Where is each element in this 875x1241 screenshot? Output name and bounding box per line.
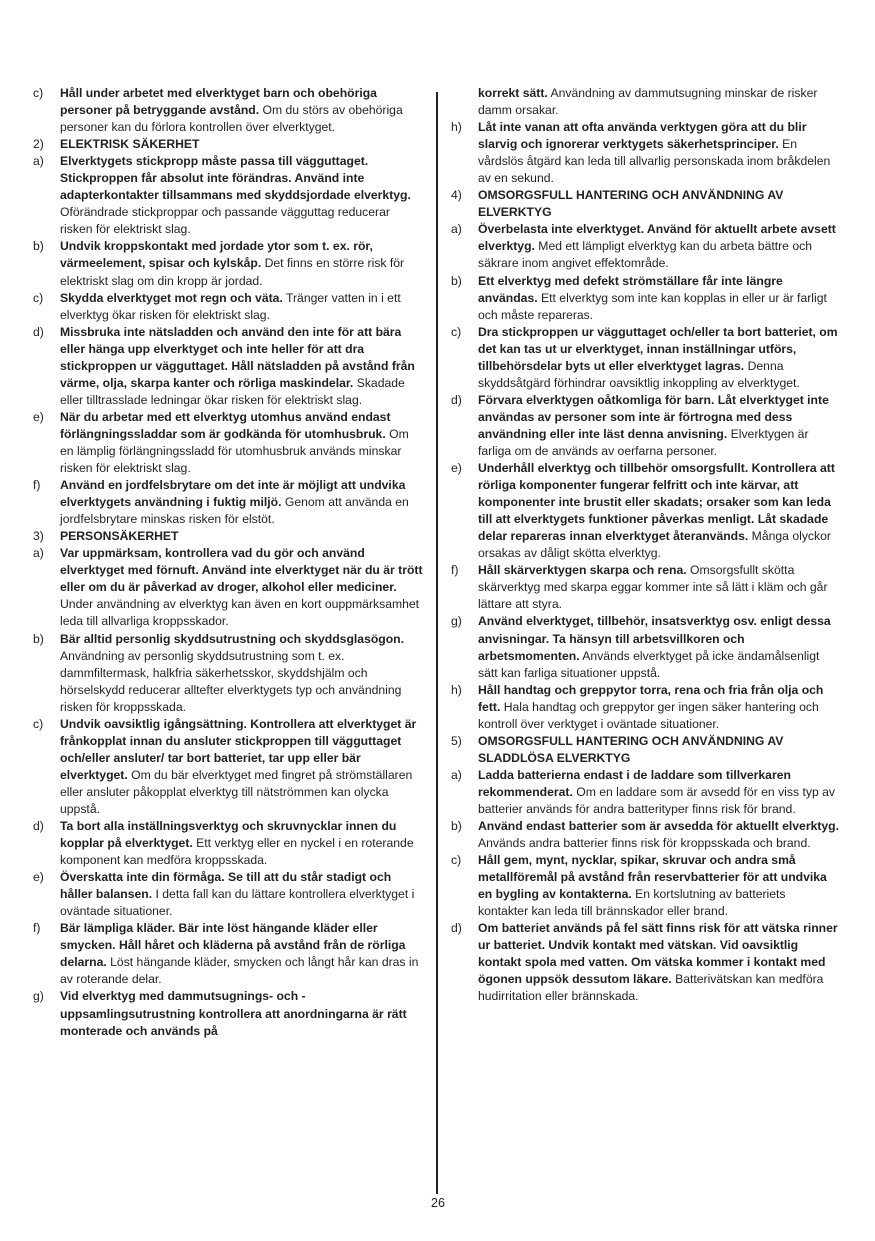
- item-bold-text: Undvik oavsiktlig igångsättning. Kontrollera att elverktyget är frånkopplat innan du ansluter stickproppen till vägguttaget och/eller ansluter/ tar bort batteriet, tar upp eller bär elverktyget.: [60, 716, 417, 782]
- item-marker: d): [451, 392, 462, 407]
- item-text: Tränger vatten in i ett elverktyg ökar risken för elektriskt slag.: [60, 290, 401, 322]
- heading-text: PERSONSÄKERHET: [60, 529, 179, 544]
- heading-text: ELEKTRISK SÄKERHET: [60, 137, 200, 152]
- item-text: Löst hängande kläder, smycken och långt hår kan dras in av roterande delar.: [60, 955, 419, 987]
- item-marker: d): [33, 324, 44, 339]
- item-marker: d): [33, 819, 44, 834]
- item-bold-text: Håll gem, mynt, nycklar, spikar, skruvar och andra små metallföremål på avstånd från reservbatterier för att undvika en bygling av kontakterna.: [478, 853, 827, 902]
- item-text: Användning av personlig skyddsutrustning som t. ex. dammfiltermask, halkfria säkerhetsskor, skyddshjälm och hörselskydd reducerar alltefter elverktygets typ och användning risken för kroppsskada.: [60, 648, 402, 714]
- list-item: [451, 682, 839, 733]
- item-marker: e): [33, 409, 44, 424]
- item-bold-text: Använd en jordfelsbrytare om det inte är möjligt att undvika elverktygets användning i fuktig miljö.: [60, 478, 406, 510]
- list-item: [33, 477, 423, 528]
- item-text: Elverktygen är farliga om de används av oerfarna personer.: [478, 426, 809, 458]
- list-item: [451, 920, 839, 1005]
- list-item: [33, 920, 423, 988]
- item-bold-text: Ett elverktyg med defekt strömställare får inte längre användas.: [478, 273, 783, 305]
- item-text: Används andra batterier finns risk för kroppsskada och brand.: [478, 836, 811, 851]
- list-item: [451, 85, 839, 119]
- item-marker: e): [33, 870, 44, 885]
- item-text: Oförändrade stickproppar och passande vägguttag reducerar risken för elektriskt slag.: [60, 205, 390, 237]
- heading-text: OMSORGSFULL HANTERING OCH ANVÄNDNING AV ELVERKTYG: [478, 188, 784, 220]
- item-bold-text: Överbelasta inte elverktyget. Använd för aktuellt arbete avsett elverktyg.: [478, 222, 836, 254]
- item-marker: b): [451, 273, 462, 288]
- item-bold-text: Var uppmärksam, kontrollera vad du gör och använd elverktyget med förnuft. Använd inte elverktyget när du är trött eller om du är påverkad av droger, alkohol eller mediciner.: [60, 546, 423, 595]
- left-column: [33, 85, 423, 1040]
- section-heading: [451, 187, 839, 221]
- item-marker: b): [451, 819, 462, 834]
- list-item: [451, 221, 839, 272]
- list-item: [451, 324, 839, 392]
- item-bold-text: Håll handtag och greppytor torra, rena och fria från olja och fett.: [478, 682, 824, 714]
- list-item: [33, 988, 423, 1039]
- item-marker: a): [33, 154, 44, 169]
- item-text: Används elverktyget på icke ändamålsenligt sätt kan farliga situationer uppstå.: [478, 648, 820, 680]
- item-marker: e): [451, 461, 462, 476]
- item-bold-text: Ladda batterierna endast i de laddare som tillverkaren rekommenderat.: [478, 767, 791, 799]
- item-bold-text: Underhåll elverktyg och tillbehör omsorgsfullt. Kontrollera att rörliga komponenter fungerar felfritt och inte kärvar, att komponenter inte brustit eller skadats; orsaker som kan leda till att elverktygets funktioner påverkas menligt. Låt skadade delar repareras innan elverktyget återanvänds.: [478, 461, 835, 544]
- list-item: [451, 392, 839, 460]
- item-marker: 2): [33, 137, 44, 152]
- item-marker: b): [33, 631, 44, 646]
- item-text: Hala handtag och greppytor ger ingen säker hantering och kontroll över verktyget i oväntade situationer.: [478, 699, 819, 731]
- list-item: [33, 545, 423, 630]
- list-item: [33, 631, 423, 716]
- item-marker: c): [451, 853, 462, 868]
- item-bold-text: Skydda elverktyget mot regn och väta.: [60, 290, 283, 305]
- list-item: [33, 85, 423, 136]
- item-bold-text: Dra stickproppen ur vägguttaget och/eller ta bort batteriet, om det kan tas ut ur elverktyget, innan inställningar utförs, tillbehörsdelar byts ut eller elverktyget lagras.: [478, 324, 838, 373]
- list-item: [33, 869, 423, 920]
- item-marker: c): [33, 290, 44, 305]
- item-bold-text: Använd endast batterier som är avsedda för aktuellt elverktyg.: [478, 819, 840, 834]
- list-item: [451, 767, 839, 818]
- item-bold-text: korrekt sätt.: [478, 86, 548, 100]
- item-marker: c): [33, 716, 44, 731]
- item-bold-text: Låt inte vanan att ofta använda verktygen göra att du blir slarvig och ignorerar verktygets säkerhetsprinciper.: [478, 120, 807, 152]
- item-bold-text: Förvara elverktygen oåtkomliga för barn. Låt elverktyget inte användas av personer som inte är förtrogna med dess användning eller inte läst denna anvisning.: [478, 392, 829, 441]
- item-text: Omsorgsfullt skötta skärverktyg med skarpa eggar kommer inte så lätt i kläm och går lättare att styra.: [478, 563, 828, 612]
- list-item: [33, 716, 423, 818]
- item-text: Batterivätskan kan medföra hudirritation eller brännskada.: [478, 972, 824, 1004]
- item-bold-text: Om batteriet används på fel sätt finns risk för att vätska rinner ur batteriet. Undvik kontakt med vätskan. Vid oavsiktlig kontakt spola med vatten. Om vätska kommer i kontakt med ögonen uppsök dessutom läkare.: [478, 921, 838, 987]
- list-item: [451, 460, 839, 562]
- item-text: Om du bär elverktyget med fingret på strömställaren eller ansluter påkopplat elverktyg till nätströmmen kan olycka uppstå.: [60, 767, 413, 816]
- item-marker: 5): [451, 733, 462, 748]
- item-marker: g): [33, 989, 44, 1004]
- heading-text: OMSORGSFULL HANTERING OCH ANVÄNDNING AV SLADDLÖSA ELVERKTYG: [478, 733, 784, 765]
- item-bold-text: Bär lämpliga kläder. Bär inte löst hängande kläder eller smycken. Håll håret och kläderna på avstånd från de rörliga delarna.: [60, 921, 406, 970]
- item-bold-text: Ta bort alla inställningsverktyg och skruvnycklar innen du kopplar på elverktyget.: [60, 819, 397, 851]
- list-item: [451, 119, 839, 187]
- item-marker: 3): [33, 529, 44, 544]
- item-text: Med ett lämpligt elverktyg kan du arbeta bättre och säkrare inom angivet effektområde.: [478, 239, 812, 271]
- list-item: [451, 613, 839, 681]
- list-item: [33, 818, 423, 869]
- list-item: [451, 562, 839, 613]
- item-bold-text: När du arbetar med ett elverktyg utomhus använd endast förlängningssladdar som är godkända för utomhusbruk.: [60, 409, 391, 441]
- list-item: [451, 852, 839, 920]
- item-text: Ett verktyg eller en nyckel i en roterande komponent kan medföra kroppsskada.: [60, 836, 414, 868]
- item-bold-text: Vid elverktyg med dammutsugnings- och -uppsamlingsutrustning kontrollera att anordningarna är rätt monterade och används på: [60, 989, 407, 1038]
- item-marker: d): [451, 921, 462, 936]
- item-marker: g): [451, 614, 462, 629]
- item-text: Skadade eller tilltrasslade ledningar ökar risken för elektriskt slag.: [60, 375, 405, 407]
- item-bold-text: Bär alltid personlig skyddsutrustning och skyddsglasögon.: [60, 631, 405, 646]
- item-text: Många olyckor orsakas av dåligt skötta elverktyg.: [478, 529, 831, 561]
- item-marker: c): [451, 324, 462, 339]
- item-marker: a): [451, 767, 462, 782]
- item-bold-text: Undvik kroppskontakt med jordade ytor som t. ex. rör, värmeelement, spisar och kylskåp.: [60, 239, 373, 271]
- item-text: En kortslutning av batteriets kontakter kan leda till brännskador eller brand.: [478, 887, 786, 919]
- item-bold-text: Missbruka inte nätsladden och använd den inte för att bära eller hänga upp elverktyget och inte heller för att dra stickproppen ur vägguttaget. Håll nätsladden på avstånd från värme, olja, skarpa kanter och rörliga maskindelar.: [60, 324, 415, 390]
- item-marker: h): [451, 682, 462, 697]
- item-text: Genom att använda en jordfelsbrytare minskas risken för elstöt.: [60, 495, 409, 527]
- item-text: Om du störs av obehöriga personer kan du förlora kontrollen över elverktyget.: [60, 103, 403, 135]
- section-heading: [33, 528, 423, 545]
- item-text: Ett elverktyg som inte kan kopplas in eller ur är farligt och måste repareras.: [478, 290, 827, 322]
- item-text: Användning av dammutsugning minskar de risker damm orsakar.: [478, 86, 818, 118]
- item-text: Denna skyddsåtgärd förhindrar oavsiktlig inkoppling av elverktyget.: [478, 358, 800, 390]
- list-item: [451, 273, 839, 324]
- item-text: Om en laddare som är avsedd för en viss typ av batterier används för andra batterityper finns risk för brand.: [478, 784, 835, 816]
- item-bold-text: Håll under arbetet med elverktyget barn och obehöriga personer på betryggande avstånd.: [60, 86, 377, 118]
- column-divider: [436, 92, 438, 1194]
- page-number: 26: [431, 1196, 445, 1210]
- section-heading: [33, 136, 423, 153]
- item-text: Under användning av elverktyg kan även en kort ouppmärksamhet leda till allvarliga kroppsskador.: [60, 597, 420, 629]
- list-item: [451, 818, 839, 852]
- item-marker: f): [33, 478, 41, 493]
- item-marker: b): [33, 239, 44, 254]
- item-marker: 4): [451, 188, 462, 203]
- right-column: [451, 85, 839, 1006]
- item-text: Det finns en större risk för elektriskt slag om din kropp är jordad.: [60, 256, 405, 288]
- item-marker: f): [451, 563, 459, 578]
- item-text: En vårdslös åtgärd kan leda till allvarlig personskada inom bråkdelen av en sekund.: [478, 137, 831, 186]
- list-item: [33, 238, 423, 289]
- item-bold-text: Överskatta inte din förmåga. Se till att du står stadigt och håller balansen.: [60, 870, 392, 902]
- item-marker: a): [33, 546, 44, 561]
- item-text: Om en lämplig förlängningssladd för utomhusbruk används minskar risken för elektriskt slag.: [60, 426, 409, 476]
- item-bold-text: Använd elverktyget, tillbehör, insatsverktyg osv. enligt dessa anvisningar. Ta hänsyn till arbetsvillkoren och arbetsmomenten.: [478, 614, 831, 663]
- list-item: [33, 409, 423, 477]
- item-marker: h): [451, 120, 462, 135]
- item-marker: c): [33, 86, 44, 100]
- item-text: I detta fall kan du lättare kontrollera elverktyget i oväntade situationer.: [60, 887, 415, 919]
- item-marker: f): [33, 921, 41, 936]
- item-bold-text: Elverktygets stickpropp måste passa till vägguttaget. Stickproppen får absolut inte förändras. Använd inte adapterkontakter tillsammans med skyddsjordade elverktyg.: [60, 154, 411, 203]
- list-item: [33, 324, 423, 409]
- item-bold-text: Håll skärverktygen skarpa och rena.: [478, 563, 687, 578]
- section-heading: [451, 733, 839, 767]
- list-item: [33, 153, 423, 238]
- item-marker: a): [451, 222, 462, 237]
- list-item: [33, 290, 423, 324]
